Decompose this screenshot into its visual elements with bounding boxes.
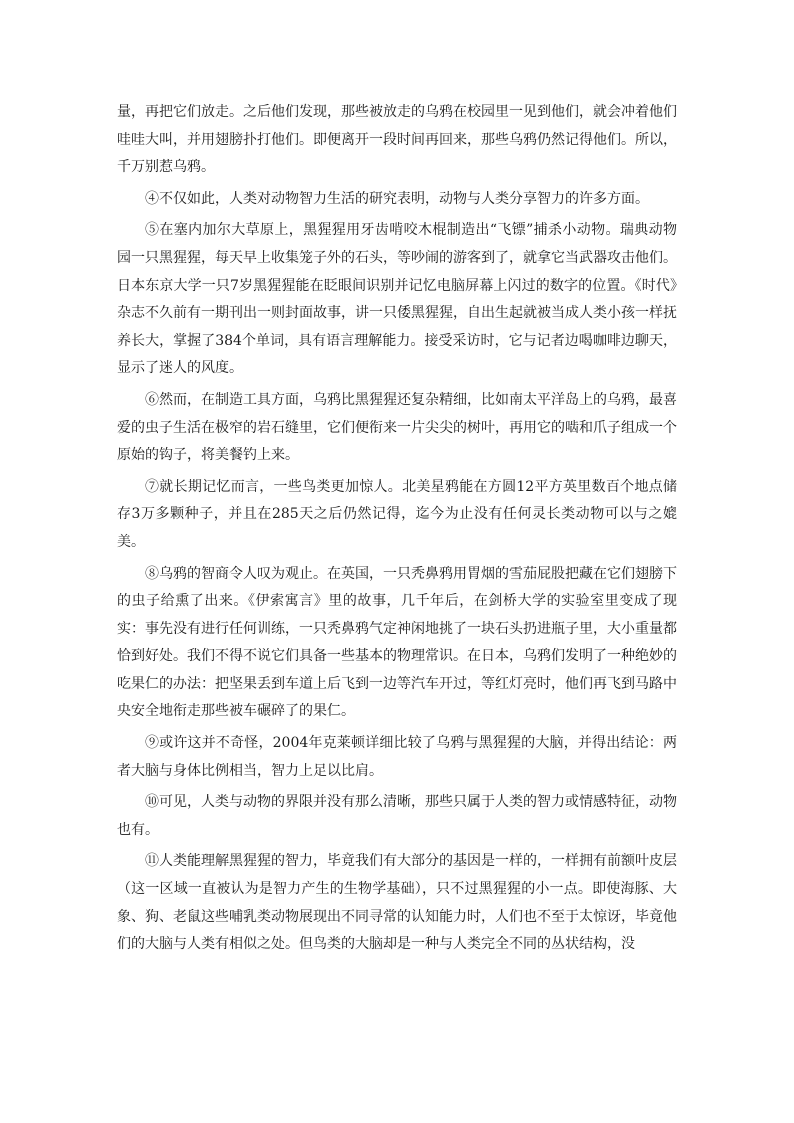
paragraph-9: ⑨或许这并不奇怪，2004年克莱顿详细比较了乌鸦与黑猩猩的大脑，并得出结论：两者大脑与身体比例相当，智力上足以比肩。 [117, 735, 677, 779]
paragraph-8: ⑧乌鸦的智商令人叹为观止。在英国，一只秃鼻鸦用胃烟的雪茄屁股把藏在它们翅膀下的虫子给熏了出来。《伊索寓言》里的故事，几千年后，在剑桥大学的实验室里变成了现实：事先没有进行任何训练，一只秃鼻鸦气定神闲地挑了一块石头扔进瓶子里，大小重量都恰到好处。我们不得不说它们具备一些基本的物理常识。在日本，乌鸦们发明了一种绝妙的吃果仁的办法：把坚果丢到车道上后飞到一边等汽车开过，等红灯亮时，他们再飞到马路中央安全地衔走那些被车碾碎了的果仁。 [117, 565, 677, 720]
paragraph-11: ⑪人类能理解黑猩猩的智力，毕竟我们有大部分的基因是一样的，一样拥有前额叶皮层（这一区域一直被认为是智力产生的生物学基础），只不过黑猩猩的小一点。即使海豚、大象、狗、老鼠这些哺乳类动物展现出不同寻常的认知能力时，人们也不至于太惊讶，毕竟他们的大脑与人类有相似之处。但鸟类的大脑却是一种与人类完全不同的丛状结构，没 [117, 853, 677, 953]
paragraph-5: ⑤在塞内加尔大草原上，黑猩猩用牙齿啃咬木棍制造出“飞镖”捕杀小动物。瑞典动物园一只黑猩猩，每天早上收集笼子外的石头，等吵闹的游客到了，就拿它当武器攻击他们。日本东京大学一只7岁黑猩猩能在眨眼间识别并记忆电脑屏幕上闪过的数字的位置。《时代》杂志不久前有一期刊出一则封面故事，讲一只倭黑猩猩，自出生起就被当成人类小孩一样抚养长大，掌握了384个单词，具有语言理解能力。接受采访时，它与记者边喝咖啡边聊天，显示了迷人的风度。 [117, 222, 677, 377]
paragraph-4: ④不仅如此，人类对动物智力生活的研究表明，动物与人类分享智力的许多方面。 [145, 190, 649, 207]
paragraph-continued: 量，再把它们放走。之后他们发现，那些被放走的乌鸦在校园里一见到他们，就会冲着他们哇哇大叫，并用翅膀扑打他们。即便离开一段时间再回来，那些乌鸦仍然记得他们。所以，千万别惹乌鸦。 [117, 104, 677, 176]
paragraph-7: ⑦就长期记忆而言，一些鸟类更加惊人。北美星鸦能在方圆12平方英里数百个地点储存3万多颗种子，并且在285天之后仍然记得，迄今为止没有任何灵长类动物可以与之媲美。 [117, 478, 677, 550]
paragraph-10: ⑩可见，人类与动物的界限并没有那么清晰，那些只属于人类的智力或情感特征，动物也有。 [117, 794, 677, 838]
paragraph-6: ⑥然而，在制造工具方面，乌鸦比黑猩猩还复杂精细，比如南太平洋岛上的乌鸦，最喜爱的虫子生活在极窄的岩石缝里，它们便衔来一片尖尖的树叶，再用它的啮和爪子组成一个原始的钩子，将美餐钓上来。 [117, 391, 677, 464]
document-body [117, 99, 677, 963]
